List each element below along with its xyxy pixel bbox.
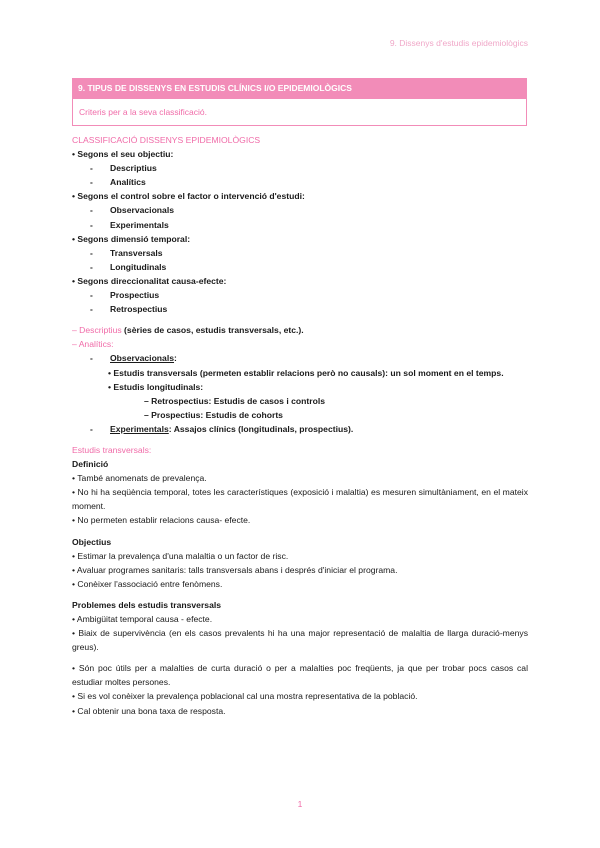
list-item: • Avaluar programes sanitaris: talls transversals abans i després d'iniciar el programa. (72, 564, 398, 575)
list-item: • Estimar la prevalença d'una malaltia o un factor de risc. (72, 550, 289, 561)
transversals-heading: Estudis transversals: (72, 444, 152, 455)
experimentals-line: - Experimentals: Assajos clínics (longitudinals, prospectius). (90, 423, 354, 434)
list-item: • Ambigüitat temporal causa - efecte. (72, 614, 213, 624)
retrospectius-line: – Retrospectius: Estudis de casos i controls (144, 395, 325, 406)
list-item: - Analítics (90, 177, 146, 188)
classification-heading: CLASSIFICACIÓ DISSENYS EPIDEMIOLÒGICS (72, 135, 261, 145)
list-item: • Són poc útils per a malalties de curta duració o per a malalties poc freqüents, ja que per trobar pocs casos cal estudiar moltes persones. (72, 663, 528, 688)
list-item: - Descriptius (90, 163, 157, 174)
running-header: 9. Dissenys d'estudis epidemiològics (389, 38, 528, 48)
transversals-line: • Estudis transversals (permeten establir relacions però no causals): un sol moment en el temps. (108, 367, 504, 378)
prospectius-line: – Prospectius: Estudis de cohorts (144, 409, 283, 420)
definicio-heading: Definició (72, 459, 109, 470)
observacionals-line: - Observacionals: (90, 353, 177, 364)
list-item: • Biaix de supervivència (en els casos prevalents hi ha una major representació de malaltia de llarga duració-menys greus). (72, 628, 528, 653)
list-item: • No permeten establir relacions causa- efecte. (72, 515, 251, 526)
list-item: - Transversals (90, 247, 163, 258)
longitudinals-line: • Estudis longitudinals: (108, 381, 204, 392)
list-item: • També anomenats de prevalença. (72, 473, 207, 484)
descriptius-line: – Descriptius (sèries de casos, estudis transversals, etc.). (72, 325, 304, 336)
list-item: - Observacionals (90, 205, 175, 216)
list-item: • Si es vol conèixer la prevalença poblacional cal una mostra representativa de la població. (72, 691, 418, 702)
page-number: 1 (297, 799, 303, 809)
page-content (72, 133, 528, 718)
list-item: - Experimentals (90, 219, 169, 230)
group-label: • Segons el seu objectiu: (72, 149, 174, 160)
group-label: • Segons direccionalitat causa-efecte: (72, 275, 227, 286)
list-item: - Longitudinals (90, 261, 167, 272)
group-label: • Segons el control sobre el factor o intervenció d'estudi: (72, 191, 305, 202)
group-label: • Segons dimensió temporal: (72, 233, 191, 244)
analitics-label: – Analítics: (72, 339, 114, 350)
list-item: • No hi ha seqüència temporal, totes les característiques (exposició i malaltia) es mesuren simultàniament, en el mateix moment. (72, 487, 528, 512)
list-item: - Retrospectius (90, 304, 168, 315)
section-subtitle: Criteris per a la seva classificació. (72, 98, 527, 126)
list-item: • Cal obtenir una bona taxa de resposta. (72, 705, 226, 716)
list-item: • Conèixer l'associació entre fenòmens. (72, 578, 223, 589)
objectius-heading: Objectius (72, 536, 112, 547)
section-banner: 9. TIPUS DE DISSENYS EN ESTUDIS CLÍNICS I/O EPIDEMIOLÒGICS (72, 78, 527, 98)
list-item: - Prospectius (90, 290, 160, 301)
problemes-heading: Problemes dels estudis transversals (72, 599, 222, 610)
